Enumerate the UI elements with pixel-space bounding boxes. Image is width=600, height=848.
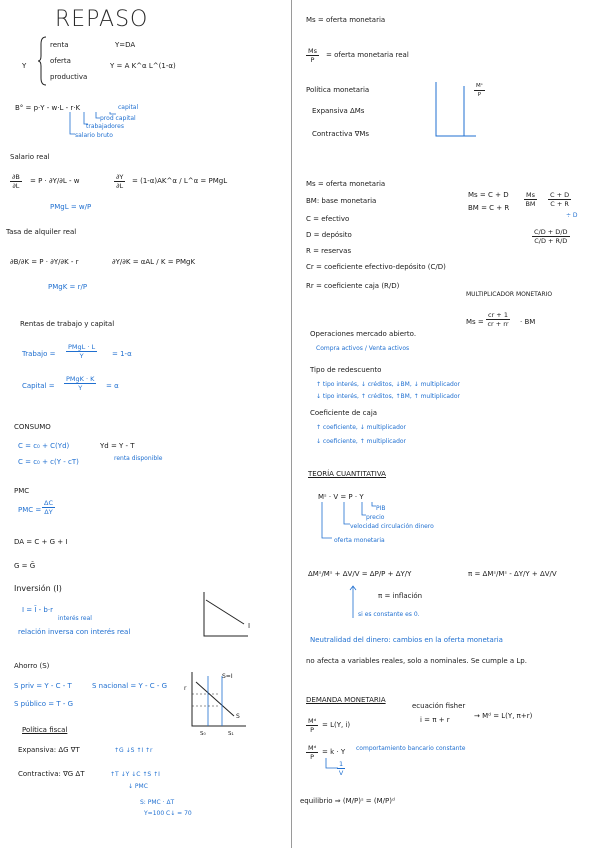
fiscal-heading: Política fiscal: [22, 726, 68, 734]
inversion-graph: [200, 592, 250, 638]
consumo-heading: CONSUMO: [14, 423, 51, 431]
pmc-frac: $\frac{\Delta C}{\Delta Y}$: [44, 499, 53, 516]
system-renta: renta: [50, 41, 69, 49]
profit-eq: B° = p·Y - w·L - r·K: [15, 104, 81, 112]
def-rr: Rr = coeficiente caja (R/D): [306, 282, 400, 290]
tipo-heading: Tipo de redescuento: [310, 366, 382, 374]
ms-def: Ms = oferta monetaria: [306, 16, 386, 24]
politica-graph-label: $\frac{\text{Mˢ}}{P}$: [476, 83, 483, 98]
fiscal-note2: Y=100 C↓ = 70: [144, 810, 192, 817]
salario-eq1: = P · ∂Y/∂L - w: [30, 177, 80, 185]
coef-l1: ↑ coeficiente, ↓ multiplicador: [316, 424, 407, 431]
rentas-trabajo-res: = 1-α: [112, 350, 132, 358]
demanda-k-frac: $\frac{1}{V}$: [338, 760, 344, 777]
rentas-capital-frac: PMgK · K Y: [66, 375, 95, 392]
demanda-eq2-frac: $\frac{\text{Mᵈ}}{P}$: [308, 744, 317, 761]
page-divider: [291, 0, 292, 848]
demanda-k-desc: comportamiento bancario constante: [356, 745, 466, 752]
tipo-l1: ↑ tipo interés, ↓ créditos, ↓BM, ↓ multiplicador: [316, 381, 460, 388]
fiscal-con: Contractiva: ∇G ΔT: [18, 770, 85, 778]
inversion-interes: interés real: [58, 615, 92, 622]
coef-heading: Coeficiente de caja: [310, 409, 378, 417]
rentas-heading: Rentas de trabajo y capital: [20, 320, 115, 328]
neutralidad-l1: Neutralidad del dinero: cambios en la oferta monetaria: [310, 636, 503, 644]
ahorro-label-si: S=I: [222, 673, 233, 680]
ratio-div-d: ÷ D: [566, 212, 578, 219]
ms-real-def: = oferta monetaria real: [326, 51, 409, 59]
da-eq: DA = C + G + I: [14, 538, 68, 546]
demanda-result: → Mᵈ = L(Y, π+r): [474, 712, 533, 720]
teoria-pib: PIB: [376, 505, 386, 512]
eq-ms: Ms = C + D: [468, 191, 509, 199]
ahorro-label-s0: S₀: [200, 731, 206, 737]
teoria-pi: π = inflación: [378, 592, 423, 600]
teoria-eq: Mˢ · V = P · Y: [318, 493, 364, 501]
multiplicador-frac: $\frac{cr + 1}{cr + rr}$: [487, 311, 509, 328]
salario-eq2: = (1-α)AK^α / L^α = PMgL: [132, 177, 228, 185]
inversion-relacion: relación inversa con interés real: [18, 628, 131, 636]
neutralidad-l2: no afecta a variables reales, solo a nominales. Se cumple a Lp.: [306, 657, 527, 665]
salario-heading: Salario real: [10, 153, 50, 161]
alquiler-eq2: ∂Y/∂K = αAL / K = PMgK: [112, 258, 196, 266]
rentas-capital-res: = α: [106, 382, 119, 390]
demanda-equilibrio: equilibrio ⇒ (M/P)ˢ = (M/P)ᵈ: [300, 797, 395, 805]
ahorro-label-s1: S₁: [228, 731, 234, 737]
def-r: R = reservas: [306, 247, 352, 255]
operaciones-sub: Compra activos / Venta activos: [316, 345, 410, 352]
salario-d2: $\frac{\partial Y}{\partial L}$: [116, 173, 124, 190]
brace-icon: [38, 36, 48, 86]
ahorro-priv: S priv = Y - C - T: [14, 682, 72, 690]
tipo-l2: ↓ tipo interés, ↑ créditos, ↑BM, ↑ multiplicador: [316, 393, 460, 400]
teoria-const: si es constante es 0.: [358, 611, 420, 618]
demanda-eq1: = L(Y, i): [322, 721, 351, 729]
profit-salario-bruto: salario bruto: [75, 132, 113, 139]
teoria-velocidad: velocidad circulación dinero: [350, 523, 434, 530]
inversion-eq: I = Ī - b·r: [22, 606, 53, 614]
demanda-eq2: = k · Y: [322, 748, 346, 756]
salario-pmgl: PMgL = w/P: [50, 203, 92, 211]
eq-bm: BM = C + R: [468, 204, 510, 212]
inversion-axis-i: I: [248, 622, 251, 630]
alquiler-heading: Tasa de alquiler real: [6, 228, 77, 236]
demanda-fisher-eq: i = π + r: [420, 716, 450, 724]
system-oferta: oferta: [50, 57, 71, 65]
fiscal-exp: Expansiva: ΔG ∇T: [18, 746, 80, 754]
g-eq: G = Ḡ: [14, 562, 36, 570]
demanda-heading: DEMANDA MONETARIA: [306, 696, 386, 704]
multiplicador-tail: · BM: [520, 318, 536, 326]
ahorro-graph: [188, 672, 248, 730]
def-cr: Cr = coeficiente efectivo-depósito (C/D): [306, 263, 446, 271]
system-eq2: Y = A K^α L^(1-α): [110, 62, 176, 70]
pmc-heading: PMC: [14, 487, 30, 495]
ahorro-pub: S público = T - G: [14, 700, 74, 708]
inversion-heading: Inversión (I): [14, 584, 62, 593]
demanda-fisher: ecuación fisher: [412, 702, 466, 710]
coef-l2: ↓ coeficiente, ↑ multiplicador: [316, 438, 407, 445]
ahorro-nac: S nacional = Y - C - G: [92, 682, 167, 690]
operaciones-heading: Operaciones mercado abierto.: [310, 330, 417, 338]
ratio-eq-frac: $\frac{C + D}{C + R}$: [550, 191, 570, 208]
cd-frac: $\frac{C/D + D/D}{C/D + R/D}$: [534, 228, 568, 245]
ahorro-label-s: S: [236, 713, 240, 720]
profit-trabajadores: trabajadores: [86, 123, 124, 130]
teoria-pi-eq: π = ΔMˢ/Mˢ - ΔY/Y + ΔV/V: [468, 570, 557, 578]
profit-prod-capital: prod capital: [100, 115, 136, 122]
alquiler-eq1: ∂B/∂K = P · ∂Y/∂K - r: [10, 258, 79, 266]
ahorro-heading: Ahorro (S): [14, 662, 50, 670]
multiplicador-heading: MULTIPLICADOR MONETARIO: [466, 291, 553, 298]
system-eq1: Y=DA: [115, 41, 136, 49]
def-c: C = efectivo: [306, 215, 350, 223]
teoria-oferta: oferta monetaria: [334, 537, 385, 544]
politica-graph: [434, 82, 478, 138]
consumo-eq2: C = c₀ + c(Y - cT): [18, 458, 79, 466]
demanda-eq1-frac: $\frac{\text{Mᵈ}}{P}$: [308, 717, 317, 734]
def-bm: BM: base monetaria: [306, 197, 377, 205]
system-y: Y: [22, 62, 27, 70]
def-d: D = depósito: [306, 231, 352, 239]
fiscal-note1: S: PMC · ΔT: [140, 799, 175, 806]
teoria-growth: ΔMˢ/Mˢ + ΔV/V = ΔP/P + ΔY/Y: [308, 570, 412, 578]
politica-con: Contractiva ∇Ms: [312, 130, 370, 138]
consumo-eq1: C = c₀ + C(Yd): [18, 442, 70, 450]
multiplicador-eq: Ms =: [466, 318, 484, 326]
rentas-capital: Capital =: [22, 382, 55, 390]
rentas-trabajo-frac: PMgL · L Y: [68, 343, 96, 360]
teoria-arrow-up: [348, 584, 358, 618]
fiscal-con-res: ↑T ↓Y ↓C ↑S ↑I: [110, 771, 160, 778]
system-productiva: productiva: [50, 73, 88, 81]
profit-capital: capital: [118, 104, 139, 111]
politica-exp: Expansiva ΔMs: [312, 107, 365, 115]
ratio-frac: $\frac{Ms}{BM}$: [525, 191, 536, 208]
fiscal-exp-res: ↑G ↓S ↑I ↑r: [114, 747, 153, 754]
profit-arrows: [66, 110, 116, 138]
page-title: REPASO: [55, 7, 149, 32]
fiscal-pmc: ↓ PMC: [128, 783, 148, 790]
def-ms: Ms = oferta monetaria: [306, 180, 386, 188]
rentas-trabajo: Trabajo =: [22, 350, 56, 358]
teoria-heading: TEORÍA CUANTITATIVA: [308, 470, 386, 478]
politica-heading: Política monetaria: [306, 86, 370, 94]
salario-d1: $\frac{\partial B}{\partial L}$: [12, 173, 20, 190]
consumo-yd: Yd = Y - T: [100, 442, 135, 450]
pmc-eq: PMC =: [18, 506, 42, 514]
ms-real-frac: $\frac{Ms}{P}$: [308, 47, 317, 64]
consumo-renta-disp: renta disponible: [114, 455, 163, 462]
teoria-precio: precio: [366, 514, 385, 521]
teoria-arrows: [320, 502, 380, 540]
ahorro-label-r: r: [184, 685, 187, 692]
alquiler-pmgk: PMgK = r/P: [48, 283, 88, 291]
